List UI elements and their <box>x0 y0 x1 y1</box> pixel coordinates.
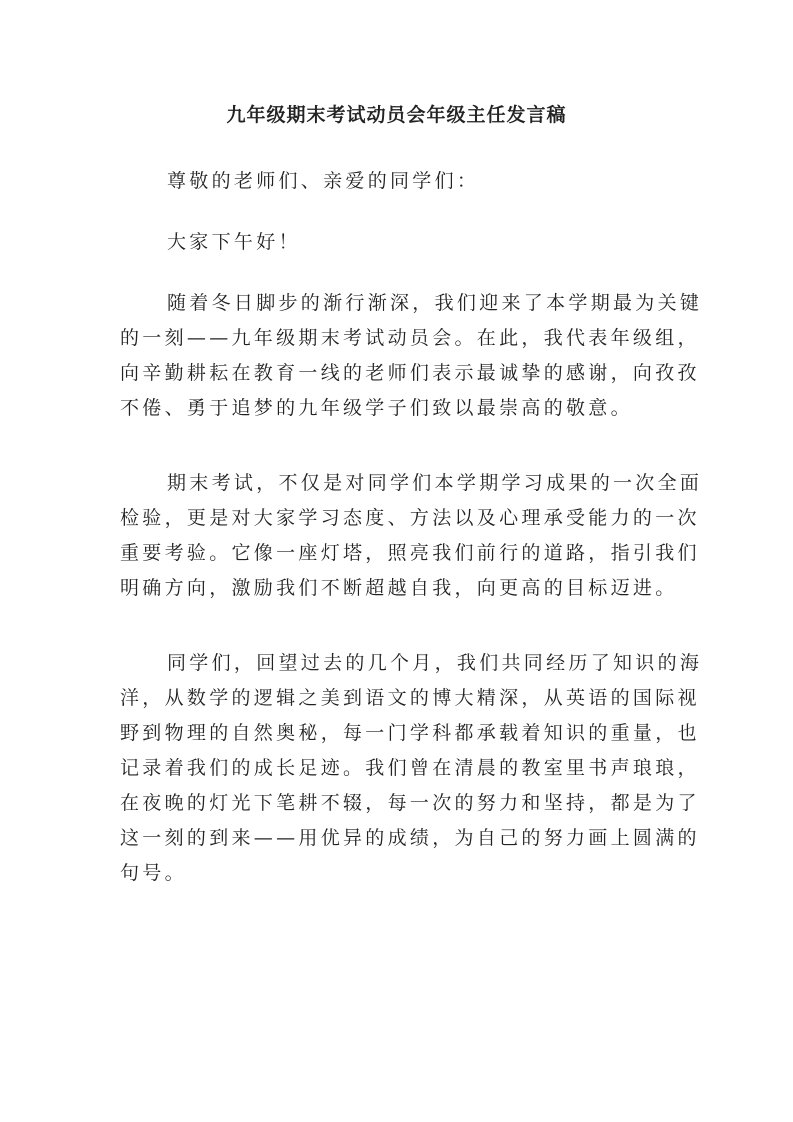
paragraph-line: 检验，更是对大家学习态度、方法以及心理承受能力的一次 <box>120 507 700 529</box>
paragraph-line: 重要考验。它像一座灯塔，照亮我们前行的道路，指引我们 <box>120 542 700 564</box>
paragraph-line: 的一刻——九年级期末考试动员会。在此，我代表年级组， <box>120 327 700 349</box>
paragraph-line: 不倦、勇于追梦的九年级学子们致以最崇高的敬意。 <box>120 397 633 419</box>
paragraph-line: 向辛勤耕耘在教育一线的老师们表示最诚挚的感谢，向孜孜 <box>120 362 700 384</box>
document-title: 九年级期末考试动员会年级主任发言稿 <box>226 104 567 126</box>
paragraph-line: 明确方向，激励我们不断超越自我，向更高的目标迈进。 <box>120 577 678 599</box>
paragraph-line: 野到物理的自然奥秘，每一门学科都承载着知识的重量，也 <box>120 722 700 744</box>
greeting: 大家下午好！ <box>167 231 301 253</box>
paragraph-line: 洋，从数学的逻辑之美到语文的博大精深，从英语的国际视 <box>120 687 700 709</box>
paragraph-line: 同学们，回望过去的几个月，我们共同经历了知识的海 <box>167 652 703 674</box>
paragraph-line: 期末考试，不仅是对同学们本学期学习成果的一次全面 <box>167 472 703 494</box>
salutation: 尊敬的老师们、亲爱的同学们： <box>167 170 480 192</box>
paragraph-line: 在夜晚的灯光下笔耕不辍，每一次的努力和坚持，都是为了 <box>120 792 700 814</box>
paragraph-line: 句号。 <box>120 862 187 884</box>
paragraph-line: 随着冬日脚步的渐行渐深，我们迎来了本学期最为关键 <box>167 292 703 314</box>
paragraph-line: 这一刻的到来——用优异的成绩，为自己的努力画上圆满的 <box>120 827 700 849</box>
paragraph-line: 记录着我们的成长足迹。我们曾在清晨的教室里书声琅琅， <box>120 757 700 779</box>
